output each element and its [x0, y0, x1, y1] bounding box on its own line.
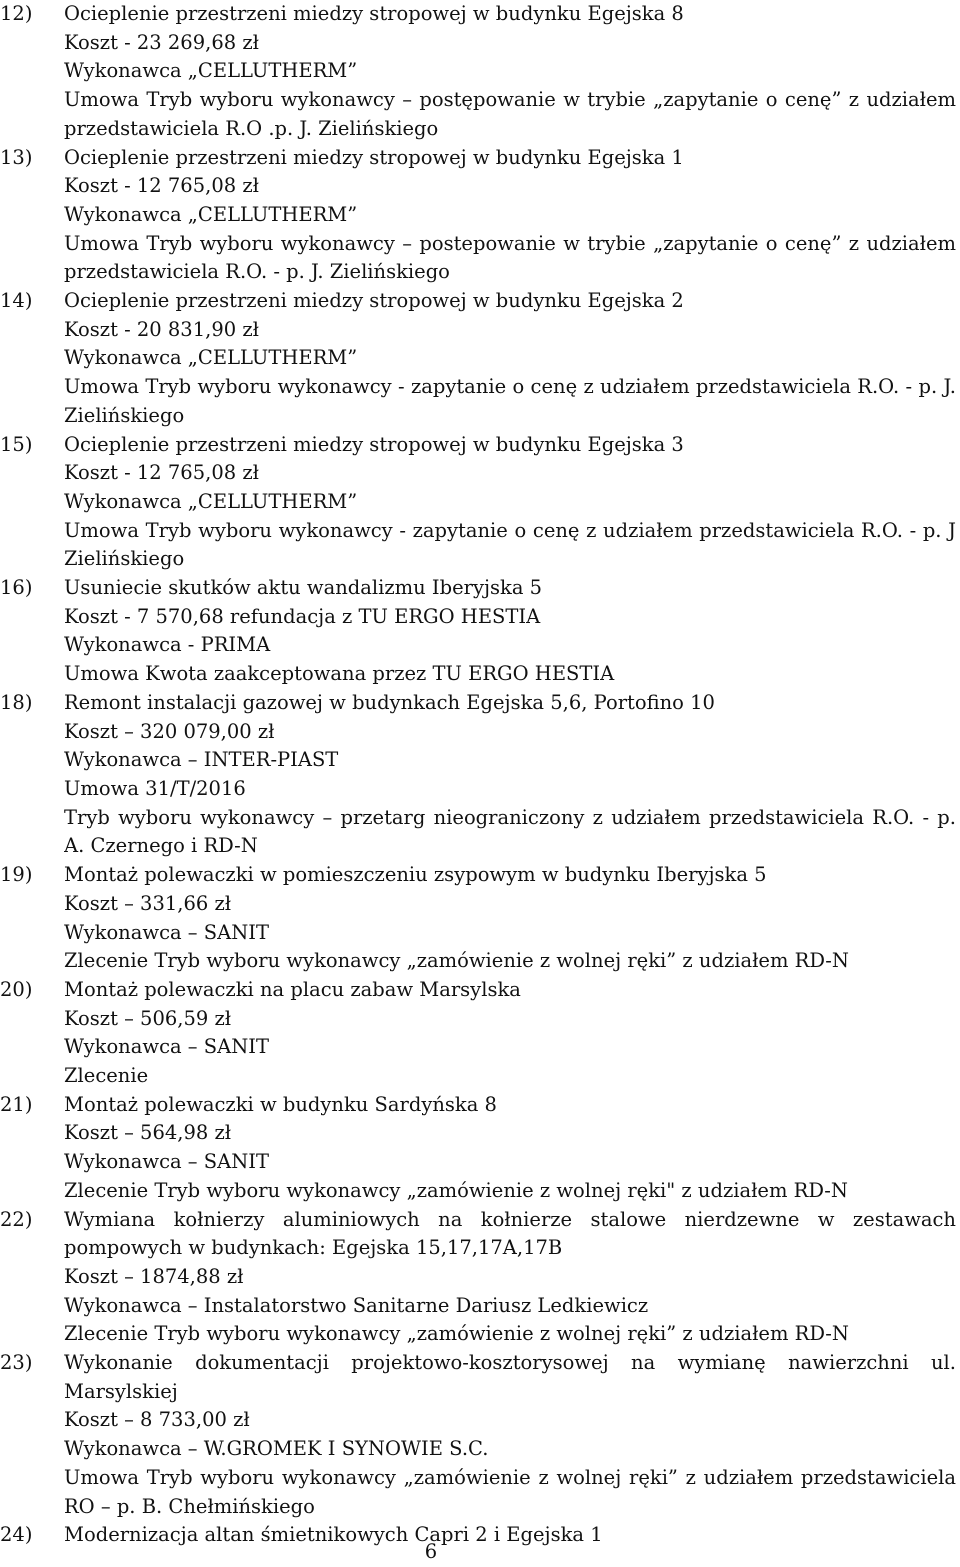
item-number: 23): [0, 1351, 33, 1375]
item-cost: Koszt – 506,59 zł: [64, 1006, 232, 1030]
item-contractor: Wykonawca „CELLUTHERM”: [64, 346, 358, 370]
list-item: [0, 574, 960, 689]
list-item: [0, 861, 960, 976]
item-number: 15): [0, 432, 33, 456]
item-body: [64, 574, 956, 689]
item-body: [64, 1091, 956, 1206]
list-item: [0, 0, 960, 144]
item-contract-mode: Umowa Tryb wyboru wykonawcy – postępowanie w trybie „zapytanie o cenę” z udziałem przedstawiciela R.O .p. J. Zielińskiego: [64, 88, 956, 140]
item-contractor: Wykonawca – SANIT: [64, 1150, 269, 1174]
item-cost: Koszt - 12 765,08 zł: [64, 174, 259, 198]
item-contract-mode: Tryb wyboru wykonawcy – przetarg nieograniczony z udziałem przedstawiciela R.O. - p. A. Czernego i RD-N: [64, 805, 956, 858]
list-item: [0, 976, 960, 1091]
list-item: [0, 689, 960, 861]
item-contractor: Wykonawca „CELLUTHERM”: [64, 202, 358, 226]
item-title: Ocieplenie przestrzeni miedzy stropowej w budynku Egejska 8: [64, 2, 684, 25]
list-item: [0, 1349, 960, 1521]
item-contract-mode: Umowa Kwota zaakceptowana przez TU ERGO HESTIA: [64, 662, 615, 686]
list-item: [0, 144, 960, 288]
item-number: 16): [0, 576, 33, 600]
item-contractor: Wykonawca – SANIT: [64, 920, 269, 944]
item-cost: Koszt – 1874,88 zł: [64, 1264, 244, 1288]
item-title: Ocieplenie przestrzeni miedzy stropowej w budynku Egejska 2: [64, 289, 684, 313]
item-contractor: Wykonawca – SANIT: [64, 1035, 269, 1059]
list-item: [0, 431, 960, 575]
item-contract-mode: Zlecenie Tryb wyboru wykonawcy „zamówienie z wolnej ręki" z udziałem RD-N: [64, 1178, 848, 1202]
item-number: 20): [0, 977, 33, 1001]
item-contract-mode: Umowa Tryb wyboru wykonawcy „zamówienie z wolnej ręki” z udziałem przedstawiciela RO – p. B. Chełmińskiego: [64, 1465, 956, 1518]
list-item: [0, 1091, 960, 1206]
item-contractor: Wykonawca „CELLUTHERM”: [64, 59, 358, 83]
item-title: Montaż polewaczki w budynku Sardyńska 8: [64, 1092, 497, 1116]
item-contract-mode: Umowa Tryb wyboru wykonawcy - zapytanie o cenę z udziałem przedstawiciela R.O. - p. J. Zielińskiego: [64, 375, 956, 427]
list-item: [0, 1206, 960, 1350]
item-title: Wymiana kołnierzy aluminiowych na kołnierze stalowe nierdzewne w zestawach pompowych w budynkach: Egejska 15,17,17A,17B: [64, 1207, 956, 1260]
item-contract-mode: Zlecenie: [64, 1064, 149, 1088]
item-number: 18): [0, 690, 33, 714]
item-contractor: Wykonawca „CELLUTHERM”: [64, 489, 358, 513]
item-contractor: Wykonawca – Instalatorstwo Sanitarne Dariusz Ledkiewicz: [64, 1293, 649, 1317]
item-body: [64, 1206, 956, 1350]
item-title: Montaż polewaczki w pomieszczeniu zsypowym w budynku Iberyjska 5: [64, 863, 767, 887]
item-body: [64, 0, 956, 144]
item-title: Montaż polewaczki na placu zabaw Marsylska: [64, 977, 521, 1001]
item-title: Usuniecie skutków aktu wandalizmu Iberyjska 5: [64, 576, 543, 600]
item-title: Modernizacja altan śmietnikowych Capri 2 i Egejska 1: [64, 1523, 603, 1547]
item-contractor: Wykonawca – W.GROMEK I SYNOWIE S.C.: [64, 1437, 489, 1461]
item-title: Wykonanie dokumentacji projektowo-kosztorysowej na wymianę nawierzchni ul. Marsylskiej: [64, 1351, 956, 1403]
item-number: 12): [0, 2, 33, 25]
item-body: [64, 689, 956, 861]
item-cost: Koszt – 331,66 zł: [64, 891, 232, 915]
item-cost: Koszt – 564,98 zł: [64, 1121, 232, 1145]
item-body: [64, 861, 956, 976]
item-cost: Koszt - 20 831,90 zł: [64, 317, 259, 341]
item-contract-mode: Zlecenie Tryb wyboru wykonawcy „zamówienie z wolnej ręki” z udziałem RD-N: [64, 1322, 849, 1346]
item-contractor: Wykonawca - PRIMA: [64, 633, 271, 657]
item-cost: Koszt - 7 570,68 refundacja z TU ERGO HESTIA: [64, 604, 541, 628]
item-contract: Umowa 31/T/2016: [64, 776, 246, 800]
item-number: 21): [0, 1092, 33, 1116]
item-cost: Koszt - 23 269,68 zł: [64, 30, 259, 54]
item-number: 19): [0, 863, 33, 887]
list-item: [0, 287, 960, 431]
item-body: [64, 287, 956, 431]
item-cost: Koszt – 320 079,00 zł: [64, 719, 275, 743]
item-cost: Koszt - 12 765,08 zł: [64, 461, 259, 485]
item-contractor: Wykonawca – INTER-PIAST: [64, 748, 339, 772]
item-number: 22): [0, 1207, 33, 1231]
item-body: [64, 144, 956, 288]
item-body: [64, 1349, 956, 1521]
item-body: [64, 976, 956, 1091]
item-number: 24): [0, 1523, 33, 1547]
item-title: Remont instalacji gazowej w budynkach Egejska 5,6, Portofino 10: [64, 690, 715, 714]
item-body: [64, 431, 956, 575]
item-title: Ocieplenie przestrzeni miedzy stropowej w budynku Egejska 3: [64, 432, 684, 456]
item-title: Ocieplenie przestrzeni miedzy stropowej w budynku Egejska 1: [64, 145, 684, 169]
item-contract-mode: Umowa Tryb wyboru wykonawcy - zapytanie o cenę z udziałem przedstawiciela R.O. - p. J Zielińskiego: [64, 518, 956, 571]
item-cost: Koszt – 8 733,00 zł: [64, 1408, 250, 1432]
item-number: 14): [0, 289, 33, 313]
item-number: 13): [0, 145, 33, 169]
page-number: 6: [424, 1540, 438, 1563]
item-contract-mode: Umowa Tryb wyboru wykonawcy – postepowanie w trybie „zapytanie o cenę” z udziałem przedstawiciela R.O. - p. J. Zielińskiego: [64, 231, 956, 284]
item-contract-mode: Zlecenie Tryb wyboru wykonawcy „zamówienie z wolnej ręki” z udziałem RD-N: [64, 949, 849, 973]
